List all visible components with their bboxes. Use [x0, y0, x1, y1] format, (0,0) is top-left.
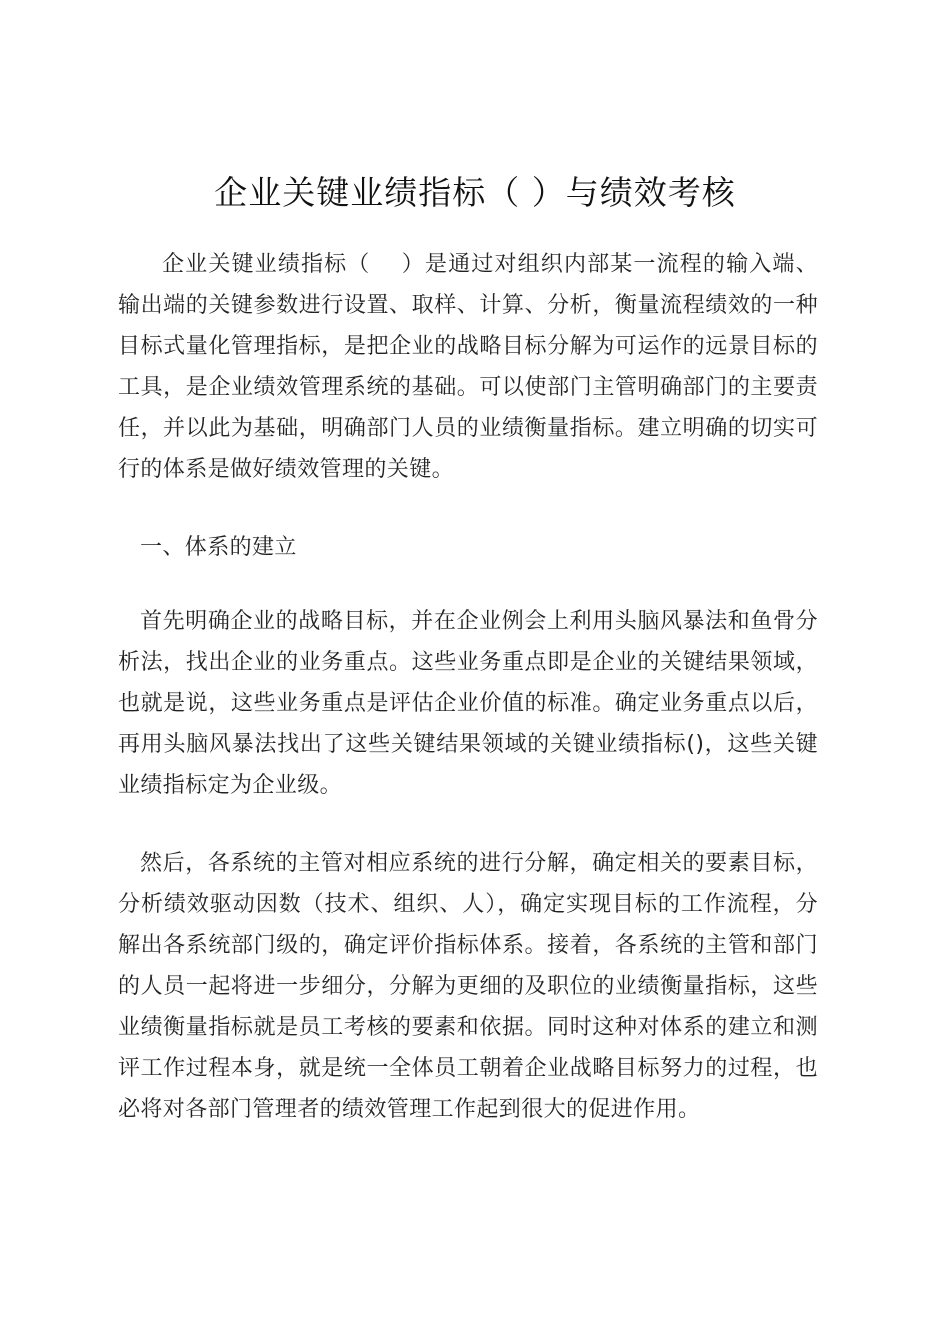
document-title: 企业关键业绩指标（ ）与绩效考核: [214, 173, 736, 212]
section-paragraph-1: 首先明确企业的战略目标，并在企业例会上利用头脑风暴法和鱼骨分析法，找出企业的业务重点。这些业务重点即是企业的关键结果领域，也就是说，这些业务重点是评估企业价值的标准。确定业务重点以后，再用头脑风暴法找出了这些关键结果领域的关键业绩指标()，这些关键业绩指标定为企业级。: [118, 609, 818, 798]
intro-paragraph: 企业关键业绩指标（ ）是通过对组织内部某一流程的输入端、输出端的关键参数进行设置、取样、计算、分析，衡量流程绩效的一种目标式量化管理指标，是把企业的战略目标分解为可运作的远景目标的工具，是企业绩效管理系统的基础。可以使部门主管明确部门的主要责任，并以此为基础，明确部门人员的业绩衡量指标。建立明确的切实可行的体系是做好绩效管理的关键。: [118, 252, 818, 482]
section-heading: 一、体系的建立: [140, 535, 297, 560]
section-paragraph-2: 然后，各系统的主管对相应系统的进行分解，确定相关的要素目标，分析绩效驱动因数（技术、组织、人），确定实现目标的工作流程，分解出各系统部门级的，确定评价指标体系。接着，各系统的主管和部门的人员一起将进一步细分，分解为更细的及职位的业绩衡量指标，这些业绩衡量指标就是员工考核的要素和依据。同时这种对体系的建立和测评工作过程本身，就是统一全体员工朝着企业战略目标努力的过程，也必将对各部门管理者的绩效管理工作起到很大的促进作用。: [118, 851, 818, 1122]
